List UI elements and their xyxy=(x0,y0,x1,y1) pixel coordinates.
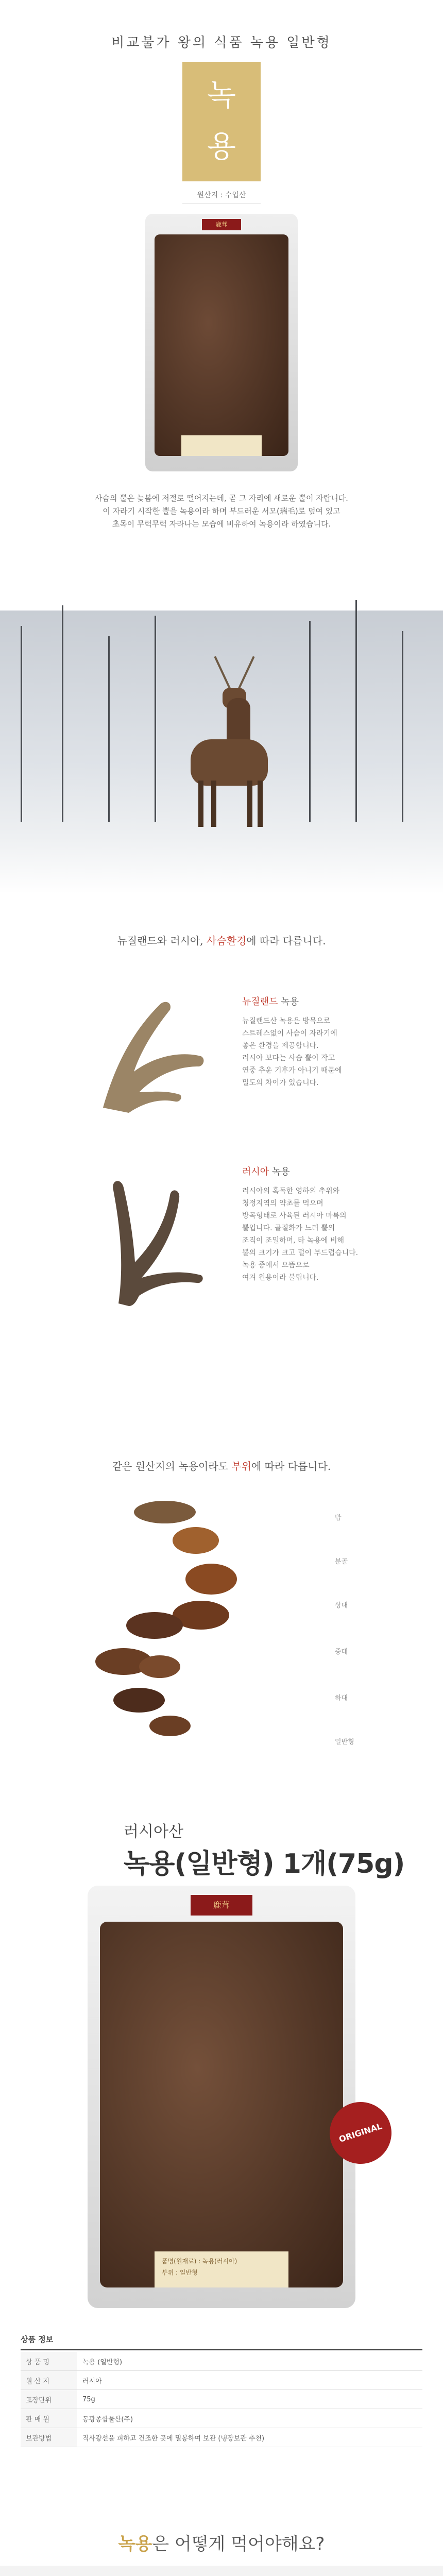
tree xyxy=(62,605,63,822)
product-box-image xyxy=(145,214,298,471)
part-label: 분골 xyxy=(335,1558,348,1566)
table-value: 직사광선을 피하고 건조한 곳에 밀봉하여 보관 (냉장보관 추천) xyxy=(77,2428,422,2447)
ru-line: 조직이 조밀하며, 타 녹용에 비해 xyxy=(242,1236,345,1245)
ru-line: 방목형태로 사육된 러시아 마록의 xyxy=(242,1212,347,1220)
part-label: 하대 xyxy=(335,1694,348,1702)
table-top-border xyxy=(21,2349,422,2350)
info-table-heading: 상품 정보 xyxy=(21,2335,54,2344)
nz-description xyxy=(242,1015,381,1089)
antler-slices xyxy=(100,1922,343,2287)
table-key: 판 매 원 xyxy=(21,2409,77,2428)
table-row xyxy=(21,2428,422,2447)
nz-line: 러시아 보다는 사슴 뿔이 작고 xyxy=(242,1054,335,1062)
ru-line: 녹용 중에서 으뜸으로 xyxy=(242,1261,310,1269)
deer-leg xyxy=(198,781,203,827)
ru-line: 여겨 원용이라 불립니다. xyxy=(242,1274,319,1282)
package-label-line: 품명(원재료) : 녹용(러시아) xyxy=(162,2258,237,2265)
antler-shape xyxy=(103,1002,203,1113)
part-label: 상대 xyxy=(335,1602,348,1609)
ru-line: 뿔입니다. 골질화가 느려 뿔의 xyxy=(242,1224,335,1232)
how-to-eat-highlight: 녹용 xyxy=(118,2534,152,2554)
ru-name: 러시아 xyxy=(242,1166,269,1177)
part-label: 중대 xyxy=(335,1648,348,1656)
how-to-eat-panel xyxy=(0,2566,443,2576)
deer-leg xyxy=(211,781,216,827)
ru-suffix: 녹용 xyxy=(271,1166,290,1177)
intro-text xyxy=(0,492,443,531)
ru-line: 뿔의 크기가 크고 털이 부드럽습니다. xyxy=(242,1249,359,1257)
nz-antler-image xyxy=(82,989,211,1123)
parts-title-suffix: 에 따라 다릅니다. xyxy=(251,1460,331,1472)
tree xyxy=(402,631,403,822)
regions-title-prefix: 뉴질랜드와 러시아, xyxy=(117,935,203,947)
ru-antler-image xyxy=(82,1159,211,1309)
slice xyxy=(185,1564,237,1595)
slice xyxy=(126,1612,183,1639)
how-to-eat-rest: 은 어떻게 먹어야해요? xyxy=(152,2534,325,2554)
product-info-table xyxy=(21,2352,422,2447)
product-title: 녹용(일반형) 1개(75g) xyxy=(124,1849,405,1879)
intro-line: 초목이 무럭무럭 자라나는 모습에 비유하여 녹용이라 하였습니다. xyxy=(112,519,331,529)
nz-line: 좋은 환경을 제공합니다. xyxy=(242,1042,319,1050)
parts-title xyxy=(0,1458,443,1473)
nz-suffix: 녹용 xyxy=(281,996,299,1007)
table-value: 동광종합물산(주) xyxy=(77,2409,422,2428)
table-key: 원 산 지 xyxy=(21,2371,77,2390)
origin-divider xyxy=(182,203,261,204)
table-row xyxy=(21,2409,422,2428)
slice xyxy=(149,1716,191,1736)
ru-line: 러시아의 혹독한 영하의 추위와 xyxy=(242,1187,340,1195)
title-char-2: 용 xyxy=(207,129,236,164)
nz-line: 밀도의 차이가 있습니다. xyxy=(242,1079,319,1087)
intro-line: 이 자라기 시작한 뿔을 녹용이라 하며 부드러운 서모(瑞毛)로 덮여 있고 xyxy=(103,506,340,516)
original-seal: ORIGINAL xyxy=(321,2094,399,2172)
slice xyxy=(113,1688,165,1713)
nz-name: 뉴질랜드 xyxy=(242,996,278,1007)
nz-heading xyxy=(242,994,299,1008)
tree xyxy=(309,621,311,822)
origin-text: 원산지 : 수입산 xyxy=(197,191,246,199)
ru-heading xyxy=(242,1164,290,1178)
title-card xyxy=(182,62,261,181)
package-label xyxy=(155,2251,288,2287)
antler-slices xyxy=(155,234,288,456)
deer-antler xyxy=(214,656,231,689)
table-value: 75g xyxy=(77,2390,422,2409)
package-brand: 鹿茸 xyxy=(191,1895,252,1916)
table-row xyxy=(21,2371,422,2390)
nz-line: 뉴질랜드산 녹용은 방목으로 xyxy=(242,1017,331,1025)
ru-description xyxy=(242,1185,381,1284)
deer-leg xyxy=(247,781,252,827)
regions-title-suffix: 에 따라 다릅니다. xyxy=(246,935,326,947)
table-key: 상 품 명 xyxy=(21,2352,77,2371)
part-label: 밥 xyxy=(335,1514,342,1522)
tree xyxy=(108,636,110,822)
title-char-1: 녹 xyxy=(207,77,236,112)
intro-line: 사슴의 뿔은 늦봄에 저절로 떨어지는데, 곧 그 자리에 새로운 뿔이 자랍니다. xyxy=(95,494,348,503)
top-tagline: 비교불가 왕의 식품 녹용 일반형 xyxy=(111,35,332,50)
slice xyxy=(134,1501,196,1523)
parts-title-highlight: 부위 xyxy=(231,1460,251,1472)
table-row xyxy=(21,2390,422,2409)
product-subtitle: 러시아산 xyxy=(124,1823,183,1841)
deer-body xyxy=(191,739,268,786)
nz-line: 연중 추운 기후가 아니기 때문에 xyxy=(242,1066,342,1075)
regions-title xyxy=(0,933,443,947)
parts-title-prefix: 같은 원산지의 녹용이라도 xyxy=(112,1460,228,1472)
package-label-line: 부위 : 일반형 xyxy=(162,2269,198,2276)
nz-line: 스트레스없이 사슴이 자라기에 xyxy=(242,1029,337,1038)
slice xyxy=(173,1527,219,1554)
table-value: 녹용 (일반형) xyxy=(77,2352,422,2371)
product-package-image xyxy=(88,1886,355,2308)
antler-parts-image xyxy=(93,1497,247,1739)
part-label: 일반형 xyxy=(335,1738,354,1746)
antler-shape xyxy=(113,1181,203,1306)
table-key: 보관방법 xyxy=(21,2428,77,2447)
regions-title-highlight: 사슴환경 xyxy=(207,935,247,947)
slice xyxy=(139,1655,180,1678)
tree xyxy=(155,616,156,822)
deer-leg xyxy=(258,781,263,827)
ru-line: 청정지역의 약초를 먹으며 xyxy=(242,1199,323,1208)
table-value: 러시아 xyxy=(77,2371,422,2390)
deer-antler xyxy=(237,656,254,689)
tree xyxy=(355,600,357,822)
table-row xyxy=(21,2352,422,2371)
deer-photo xyxy=(0,611,443,894)
tree xyxy=(21,626,22,822)
box-brand: 鹿茸 xyxy=(202,219,241,230)
how-to-eat-title xyxy=(0,2530,443,2555)
box-label xyxy=(181,435,262,456)
table-key: 포장단위 xyxy=(21,2390,77,2409)
